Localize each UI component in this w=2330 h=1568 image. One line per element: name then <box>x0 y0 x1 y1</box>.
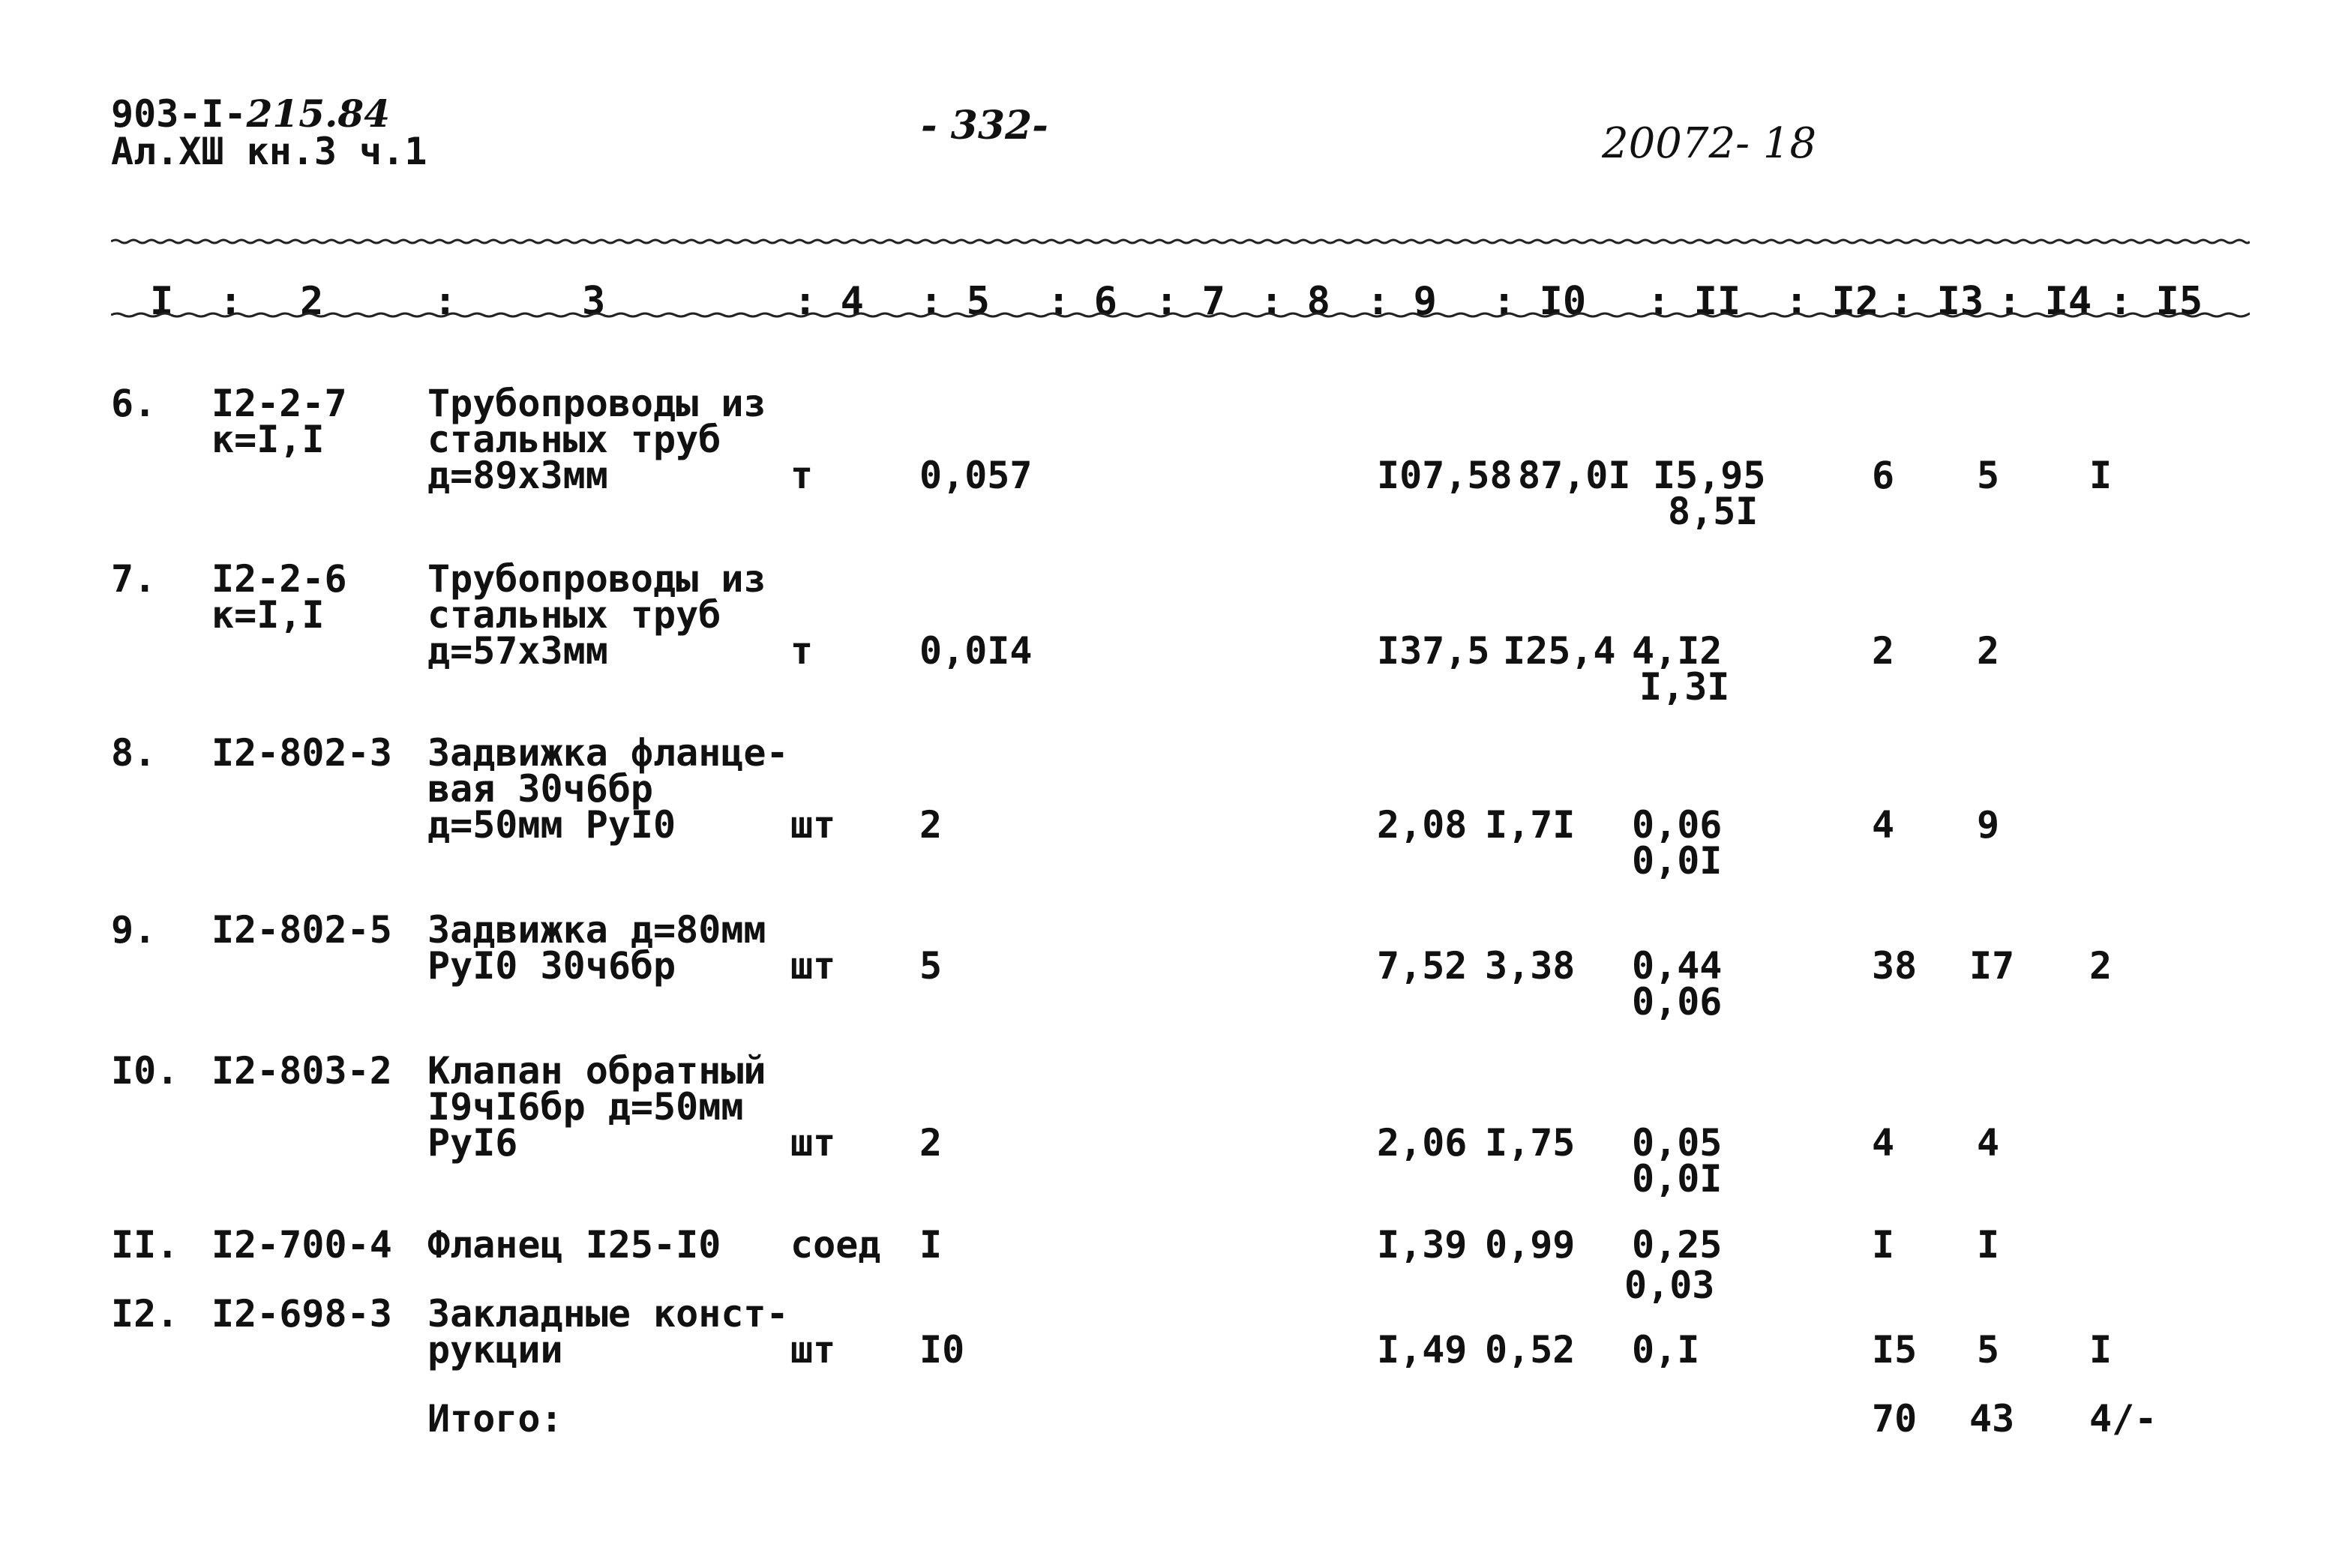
item-name-line: Задвижка д=80мм <box>427 908 766 952</box>
item-name-line: РуI0 30ч6бр <box>427 944 676 988</box>
col11-subvalue: I,3I <box>1639 665 1730 709</box>
col14-value: I <box>2089 454 2113 497</box>
item-name-line: Клапан обратный <box>427 1049 766 1093</box>
col-8: : 8 <box>1260 279 1330 324</box>
item-name-line: РуI6 <box>427 1121 518 1165</box>
norm-code: I2-2-7 <box>211 382 347 425</box>
item-name-line: рукции <box>427 1328 563 1372</box>
col11-subvalue: 0,0I <box>1632 839 1723 883</box>
unit: соед <box>790 1223 881 1267</box>
col11-value: I5,95 <box>1653 454 1766 497</box>
col9-value: 2,08 <box>1377 803 1468 847</box>
item-name-line: вая 30ч6бр <box>427 767 654 811</box>
item-name-line: д=50мм РуI0 <box>427 803 676 847</box>
col-15: : I5 <box>2109 279 2203 324</box>
col10-value: 0,99 <box>1485 1223 1576 1267</box>
doc-code <box>111 91 390 136</box>
quantity: I <box>919 1223 943 1267</box>
item-name-line: Задвижка фланце- <box>427 731 789 775</box>
page-number: - 332- <box>921 103 1048 148</box>
item-name-line: Трубопроводы из <box>427 382 766 425</box>
col9-value: I,49 <box>1377 1328 1468 1372</box>
col-13: : I3 <box>1890 279 1984 324</box>
col-9: : 9 <box>1366 279 1437 324</box>
quantity: 2 <box>919 1121 943 1165</box>
col10-value: I,7I <box>1485 803 1576 847</box>
norm-code: I2-2-6 <box>211 557 347 601</box>
col9-value: I07,58 <box>1377 454 1513 497</box>
col11-value: 0,44 <box>1632 944 1723 988</box>
norm-code: I2-700-4 <box>211 1223 392 1267</box>
row-number: II. <box>111 1223 179 1267</box>
col-1: I <box>150 279 174 324</box>
col13-value: 5 <box>1977 454 2000 497</box>
col-4: : 4 <box>793 279 864 324</box>
top-rule <box>111 238 2250 244</box>
unit: шт <box>790 944 836 988</box>
total-col12: 70 <box>1872 1397 1918 1441</box>
row-number: 6. <box>111 382 157 425</box>
item-name-line: Фланец I25-I0 <box>427 1223 721 1267</box>
col-6: : 6 <box>1047 279 1117 324</box>
norm-code: I2-802-3 <box>211 731 392 775</box>
col11-subvalue: 8,5I <box>1668 490 1759 533</box>
item-name-line: стальных труб <box>427 593 721 637</box>
col12-value: 4 <box>1872 803 1895 847</box>
col9-value: 7,52 <box>1377 944 1468 988</box>
col-3: 3 <box>582 279 606 324</box>
col-5: : 5 <box>919 279 990 324</box>
col11-subvalue: 0,03 <box>1624 1264 1715 1307</box>
item-name-line: стальных труб <box>427 418 721 461</box>
col-10: : I0 <box>1492 279 1587 324</box>
col-7: : 7 <box>1155 279 1225 324</box>
col9-value: I,39 <box>1377 1223 1468 1267</box>
col11-value: 0,25 <box>1632 1223 1723 1267</box>
col11-value: 0,I <box>1632 1328 1700 1372</box>
unit: т <box>790 454 814 497</box>
item-name-line: Трубопроводы из <box>427 557 766 601</box>
row-number: 8. <box>111 731 157 775</box>
col11-value: 4,I2 <box>1632 629 1723 673</box>
quantity: 5 <box>919 944 943 988</box>
album-info: Ал.XШ кн.3 ч.1 <box>111 130 427 173</box>
col10-value: I,75 <box>1485 1121 1576 1165</box>
col-11: : II <box>1647 279 1741 324</box>
unit: шт <box>790 1328 836 1372</box>
total-col14: 4/- <box>2089 1397 2158 1441</box>
header-bottom-rule <box>111 312 2250 318</box>
col11-value: 0,06 <box>1632 803 1723 847</box>
col9-value: 2,06 <box>1377 1121 1468 1165</box>
row-number: I2. <box>111 1292 179 1336</box>
doc-code-handwritten: 215.84 <box>246 91 390 136</box>
unit: шт <box>790 1121 836 1165</box>
col10-value: 87,0I <box>1518 454 1631 497</box>
col12-value: I5 <box>1872 1328 1918 1372</box>
col10-value: 3,38 <box>1485 944 1576 988</box>
col-14: : I4 <box>1998 279 2092 324</box>
item-name-line: д=89х3мм <box>427 454 608 497</box>
stamp-number: 20072- 18 <box>1602 119 1817 168</box>
col12-value: I <box>1872 1223 1895 1267</box>
total-label: Итого: <box>427 1397 563 1441</box>
col14-value: 2 <box>2089 944 2113 988</box>
col13-value: 9 <box>1977 803 2000 847</box>
quantity: I0 <box>919 1328 965 1372</box>
total-col13: 43 <box>1969 1397 2015 1441</box>
col11-subvalue: 0,06 <box>1632 980 1723 1024</box>
quantity: 0,0I4 <box>919 629 1033 673</box>
col12-value: 38 <box>1872 944 1918 988</box>
col11-value: 0,05 <box>1632 1121 1723 1165</box>
norm-coefficient: к=I,I <box>211 418 325 461</box>
doc-code-prefix: 903-I- <box>111 92 247 136</box>
item-name-line: Закладные конст- <box>427 1292 789 1336</box>
col-2: 2 <box>300 279 324 324</box>
norm-code: I2-698-3 <box>211 1292 392 1336</box>
unit: шт <box>790 803 836 847</box>
col11-subvalue: 0,0I <box>1632 1157 1723 1201</box>
col13-value: I7 <box>1969 944 2015 988</box>
unit: т <box>790 629 814 673</box>
row-number: 7. <box>111 557 157 601</box>
col12-value: 2 <box>1872 629 1895 673</box>
quantity: 0,057 <box>919 454 1033 497</box>
row-number: 9. <box>111 908 157 952</box>
col10-value: I25,4 <box>1503 629 1616 673</box>
col9-value: I37,5 <box>1377 629 1490 673</box>
col13-value: 5 <box>1977 1328 2000 1372</box>
item-name-line: д=57х3мм <box>427 629 608 673</box>
col13-value: 2 <box>1977 629 2000 673</box>
quantity: 2 <box>919 803 943 847</box>
col12-value: 6 <box>1872 454 1895 497</box>
col-12: : I2 <box>1785 279 1879 324</box>
row-number: I0. <box>111 1049 179 1093</box>
norm-code: I2-803-2 <box>211 1049 392 1093</box>
col-sep-1: : <box>219 279 243 324</box>
col13-value: 4 <box>1977 1121 2000 1165</box>
col12-value: 4 <box>1872 1121 1895 1165</box>
norm-code: I2-802-5 <box>211 908 392 952</box>
col10-value: 0,52 <box>1485 1328 1576 1372</box>
col14-value: I <box>2089 1328 2113 1372</box>
item-name-line: I9чI6бр д=50мм <box>427 1085 744 1129</box>
col13-value: I <box>1977 1223 2000 1267</box>
norm-coefficient: к=I,I <box>211 593 325 637</box>
col-sep-2: : <box>433 279 457 324</box>
